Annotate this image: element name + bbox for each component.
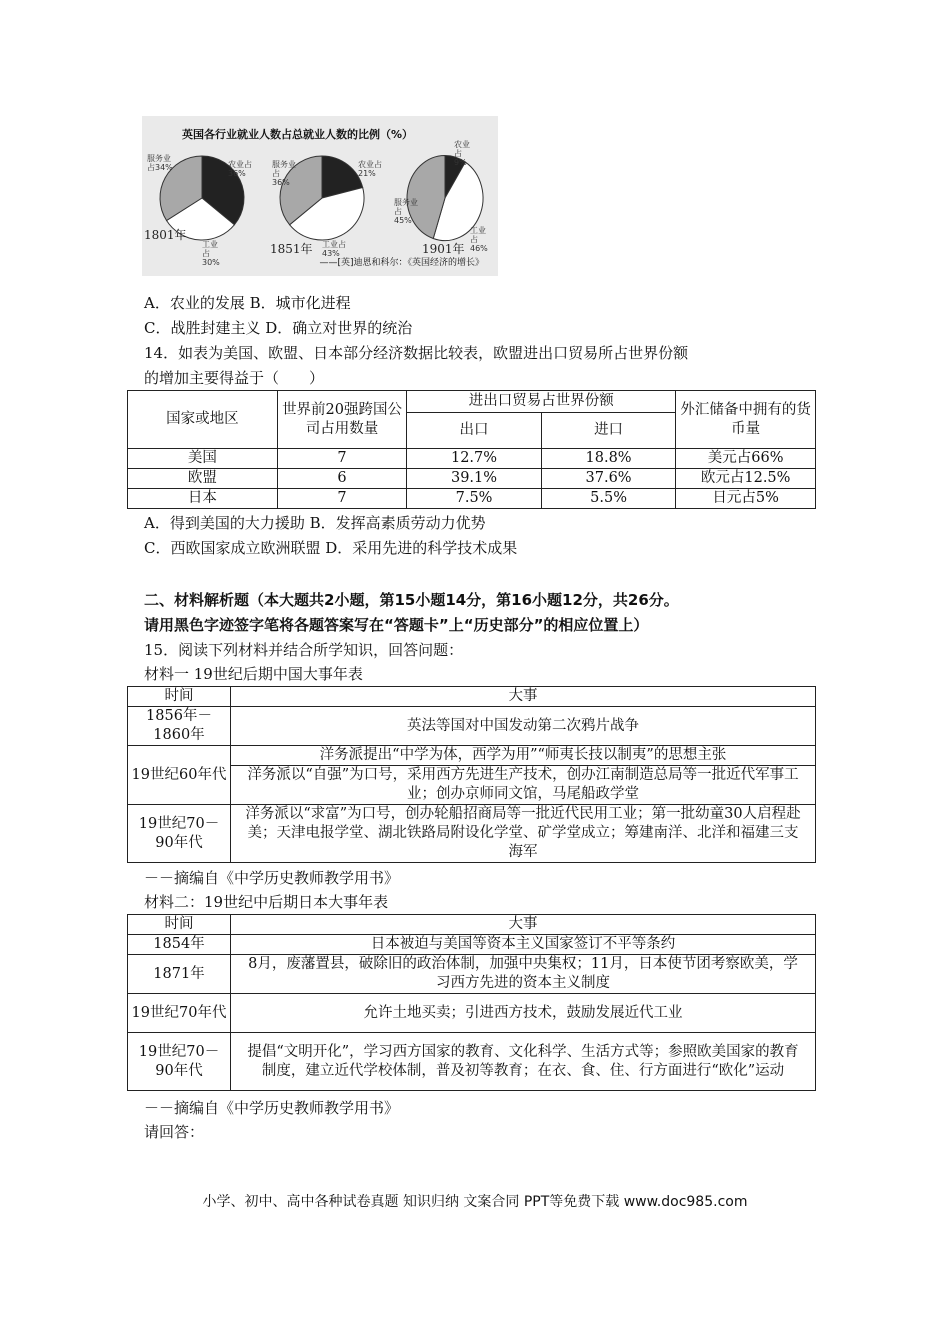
cell-time: 19世纪70－90年代 (128, 805, 231, 863)
table-row (128, 469, 816, 489)
table-row (128, 746, 816, 766)
cell-export: 39.1% (407, 469, 542, 489)
table-row (128, 805, 816, 863)
cell-event: 提倡“文明开化”，学习西方国家的教育、文化科学、生活方式等；参照欧美国家的教育制度，建立近代学校体制，普及初等教育；在衣、食、住、行方面进行“欧化”运动 (231, 1033, 816, 1091)
cell-reserve: 美元占66% (676, 449, 816, 469)
cell-companies: 7 (277, 449, 406, 469)
cell-region: 美国 (128, 449, 278, 469)
pie2-service-label: 服务业占36% (272, 160, 296, 187)
pie2-industry-label: 工业占43% (322, 240, 346, 258)
cell-time: 1854年 (128, 935, 231, 955)
cell-region: 欧盟 (128, 469, 278, 489)
cell-event: 洋务派以“求富”为口号，创办轮船招商局等一批近代民用工业；第一批幼童30人启程赴美；天津电报学堂、湖北铁路局附设化学堂、矿学堂成立；筹建南洋、北洋和福建三支海军 (231, 805, 816, 863)
figure-title: 英国各行业就业人数占总就业人数的比例（%） (182, 128, 414, 141)
col-header-trade: 进出口贸易占世界份额 (407, 391, 676, 413)
cell-time: 19世纪70年代 (128, 994, 231, 1033)
cell-import: 18.8% (541, 449, 676, 469)
material1-table (127, 686, 816, 863)
cell-event: 洋务派提出“中学为体，西学为用”“师夷长技以制夷”的思想主张 (231, 746, 816, 766)
section2-heading-1: 二、材料解析题（本大题共2小题，第15小题14分，第16小题12分，共26分。 (144, 591, 679, 609)
table-row (128, 449, 816, 469)
cell-import: 5.5% (541, 489, 676, 509)
q15-stem: 15．阅读下列材料并结合所学知识，回答问题： (144, 641, 464, 659)
pie1-industry-label: 工业占30% (202, 240, 220, 267)
pie1-year: 1801年 (144, 228, 187, 242)
col-header-region: 国家或地区 (128, 391, 278, 449)
pie2-year: 1851年 (270, 242, 313, 256)
material1-source: －－摘编自《中学历史教师教学用书》 (144, 869, 400, 887)
table-row (128, 1033, 816, 1091)
col-header-reserve: 外汇储备中拥有的货币量 (676, 391, 816, 449)
col-header-companies: 世界前20强跨国公司占用数量 (277, 391, 406, 449)
employment-pie-figure (142, 116, 498, 276)
material2-title: 材料二：19世纪中后期日本大事年表 (144, 893, 389, 911)
cell-event: 英法等国对中国发动第二次鸦片战争 (231, 707, 816, 746)
cell-time: 1856年－1860年 (128, 707, 231, 746)
cell-event: 日本被迫与美国等资本主义国家签订不平等条约 (231, 935, 816, 955)
table-row (128, 766, 816, 805)
answer-prompt: 请回答： (144, 1123, 205, 1141)
pie1-service-label: 服务业占34% (147, 154, 173, 172)
col-header-import: 进口 (541, 413, 676, 449)
q13-options-2: C．战胜封建主义 D．确立对世界的统治 (144, 319, 413, 337)
cell-reserve: 日元占5% (676, 489, 816, 509)
cell-companies: 6 (277, 469, 406, 489)
pie3-service-label: 服务业占45% (394, 198, 418, 225)
table-row (128, 994, 816, 1033)
cell-companies: 7 (277, 489, 406, 509)
cell-event: 允许土地买卖；引进西方技术，鼓励发展近代工业 (231, 994, 816, 1033)
cell-region: 日本 (128, 489, 278, 509)
m2-header-event: 大事 (231, 915, 816, 935)
table-row (128, 489, 816, 509)
page-footer: 小学、初中、高中各种试卷真题 知识归纳 文案合同 PPT等免费下载 www.doc985.com (202, 1194, 748, 1210)
pie3-agri-label: 农业占9% (454, 140, 470, 167)
q14-options-1: A．得到美国的大力援助 B．发挥高素质劳动力优势 (144, 514, 486, 532)
material2-table (127, 914, 816, 1091)
cell-reserve: 欧元占12.5% (676, 469, 816, 489)
cell-event: 洋务派以“自强”为口号，采用西方先进生产技术，创办江南制造总局等一批近代军事工业；创办京师同文馆，马尾船政学堂 (231, 766, 816, 805)
q14-stem-2: 的增加主要得益于（ ） (144, 369, 325, 387)
m2-header-time: 时间 (128, 915, 231, 935)
table-row (128, 955, 816, 994)
pie2-agri-label: 农业占21% (358, 160, 382, 178)
table-row (128, 935, 816, 955)
cell-time: 1871年 (128, 955, 231, 994)
cell-export: 7.5% (407, 489, 542, 509)
table-row (128, 707, 816, 746)
q13-options-1: A．农业的发展 B．城市化进程 (144, 294, 351, 312)
cell-export: 12.7% (407, 449, 542, 469)
q14-economy-table (127, 390, 816, 509)
cell-event: 8月，废藩置县，破除旧的政治体制，加强中央集权；11月，日本使节团考察欧美，学习西方先进的资本主义制度 (231, 955, 816, 994)
material2-source: －－摘编自《中学历史教师教学用书》 (144, 1099, 400, 1117)
pie3-year: 1901年 (422, 242, 465, 256)
col-header-export: 出口 (407, 413, 542, 449)
cell-import: 37.6% (541, 469, 676, 489)
pie3-industry-label: 工业占46% (470, 226, 488, 253)
figure-source: ——[英]迪恩和科尔：《英国经济的增长》 (319, 258, 484, 268)
m1-header-time: 时间 (128, 687, 231, 707)
pie1-agri-label: 农业占36% (228, 160, 252, 178)
q14-options-2: C．西欧国家成立欧洲联盟 D．采用先进的科学技术成果 (144, 539, 518, 557)
m1-header-event: 大事 (231, 687, 816, 707)
material1-title: 材料一 19世纪后期中国大事年表 (144, 665, 363, 683)
section2-heading-2: 请用黑色字迹签字笔将各题答案写在“答题卡”上“历史部分”的相应位置上） (144, 616, 649, 634)
q14-stem-1: 14．如表为美国、欧盟、日本部分经济数据比较表，欧盟进出口贸易所占世界份额 (144, 344, 689, 362)
cell-time: 19世纪60年代 (128, 746, 231, 805)
cell-time: 19世纪70－90年代 (128, 1033, 231, 1091)
